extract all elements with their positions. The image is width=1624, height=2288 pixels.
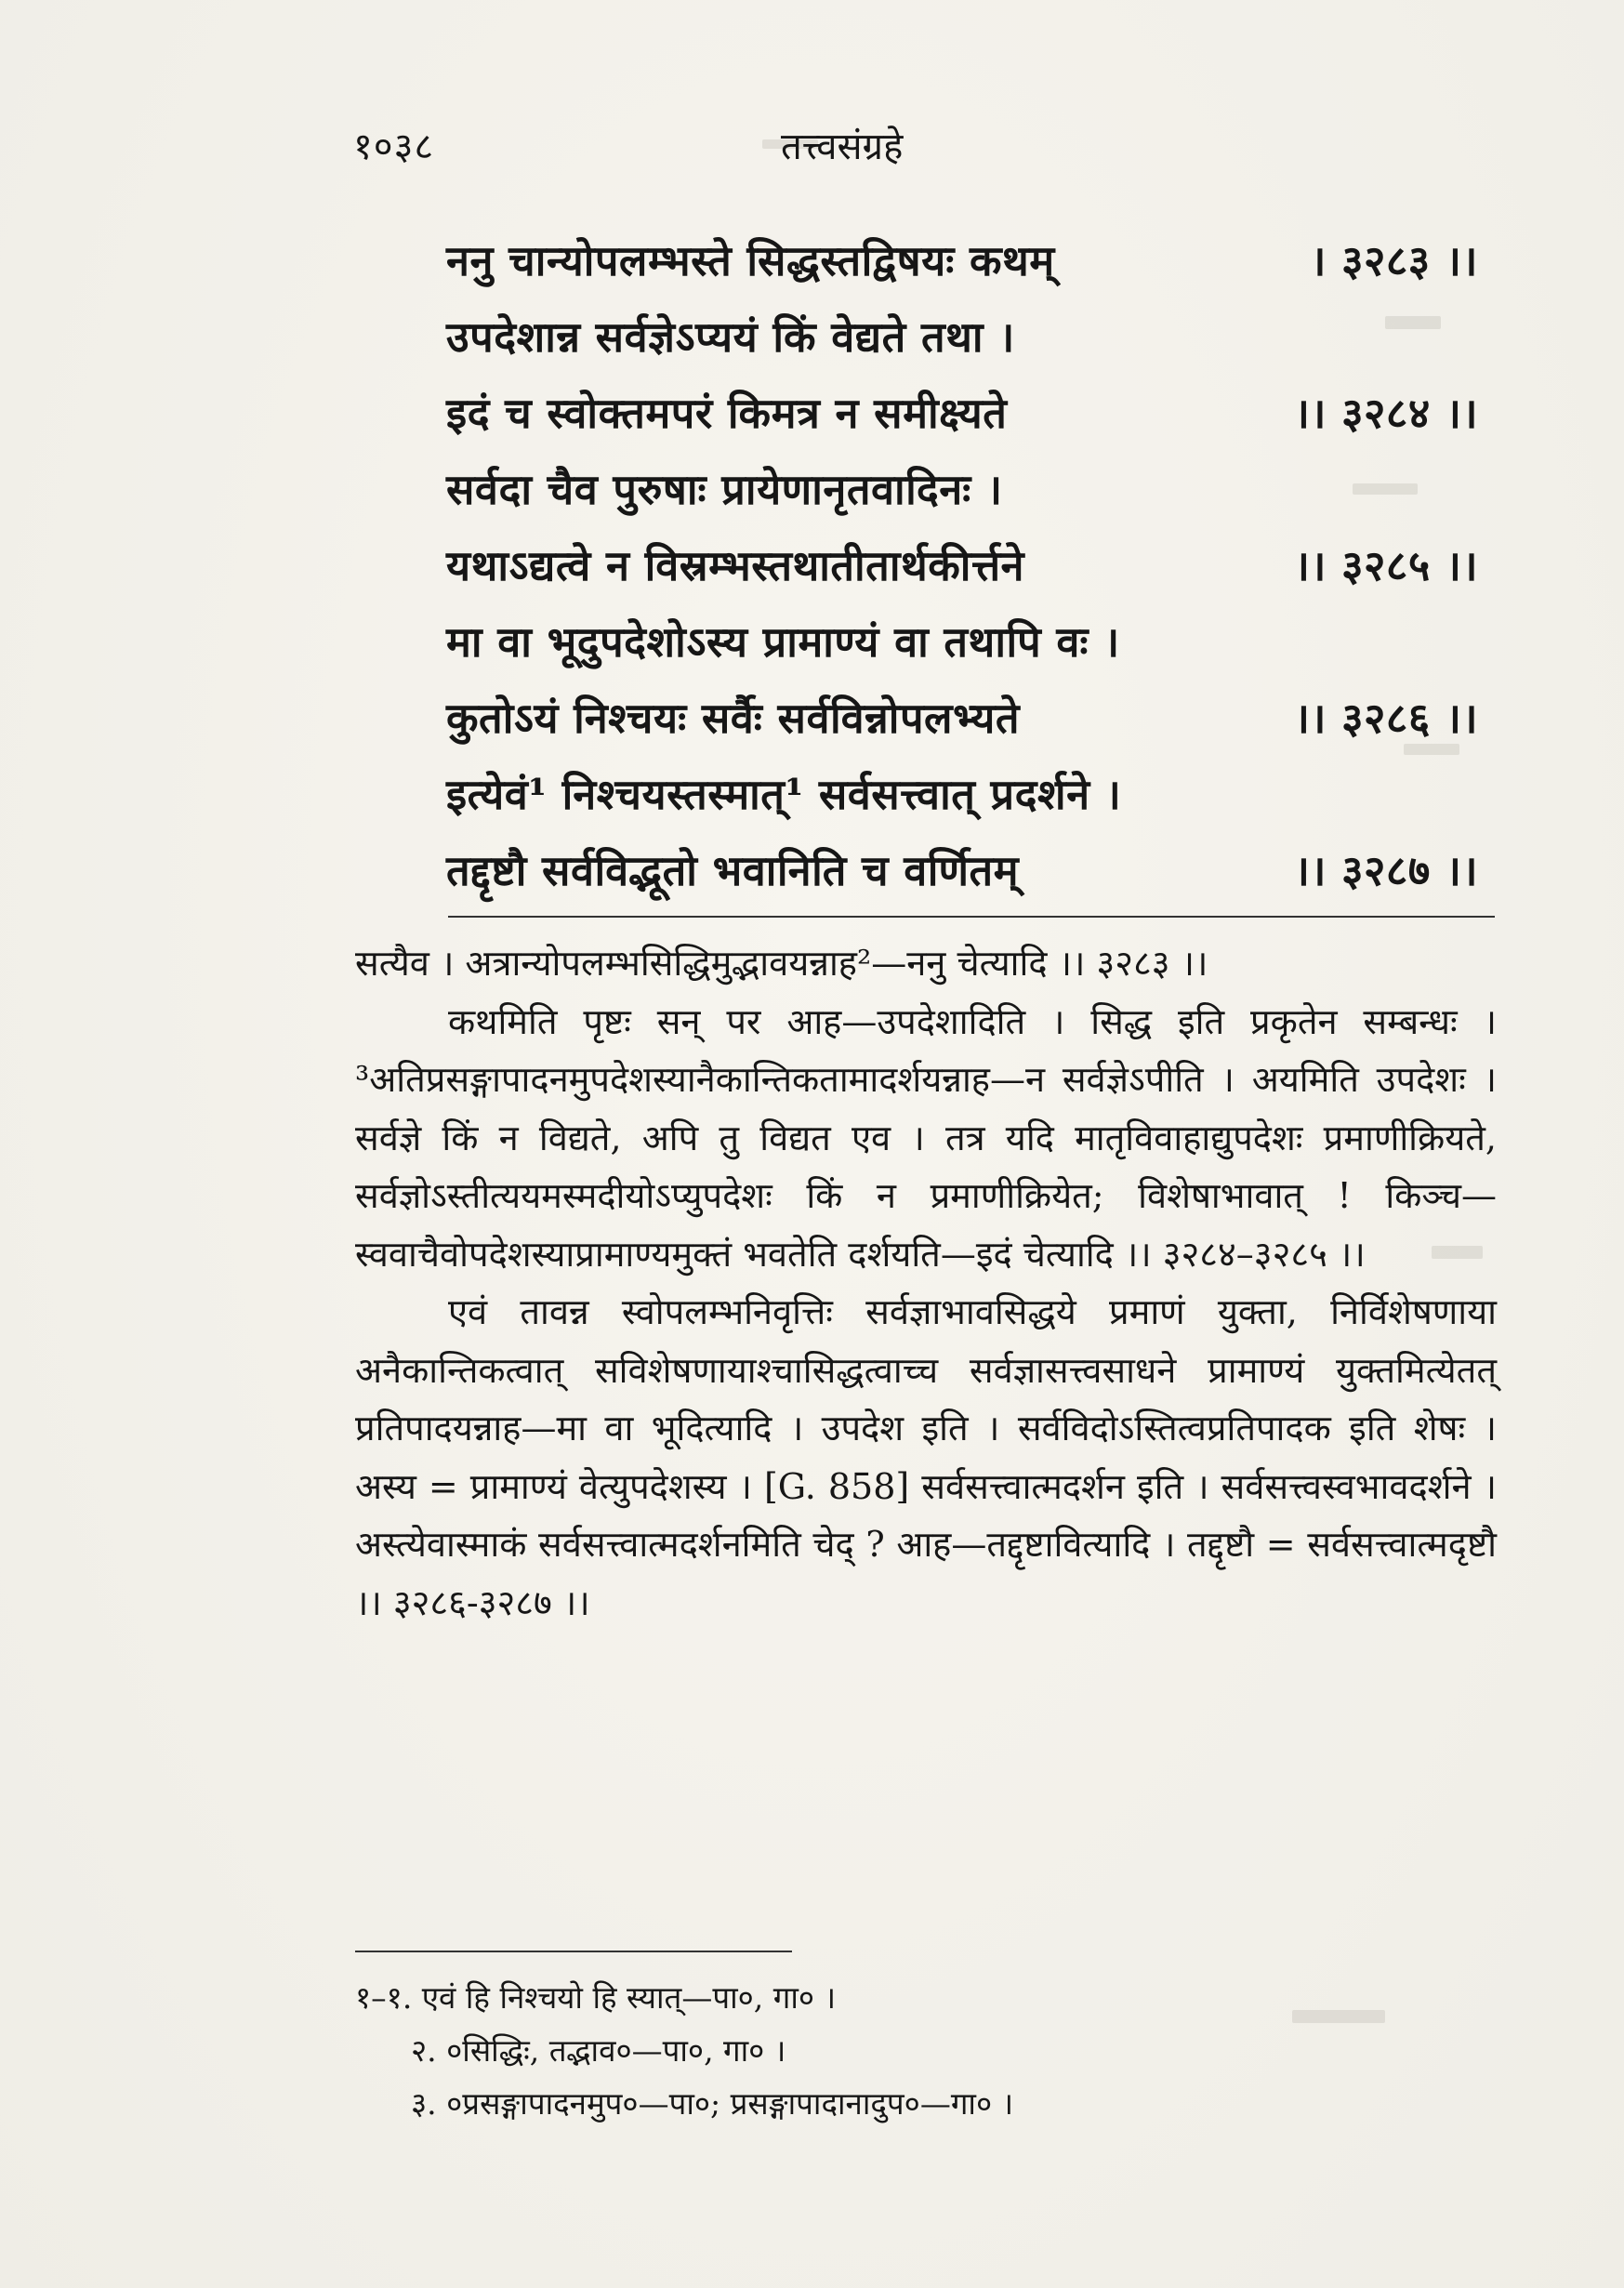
verse-number: ।। ३२८६ ।। [1293, 694, 1478, 743]
commentary-paragraph: एवं तावन्न स्वोपलम्भनिवृत्तिः सर्वज्ञाभावसिद्धये प्रमाणं युक्ता, निर्विशेषणाया अनैकान्तिकत्वात् सविशेषणायाश्चासिद्धत्वाच्च सर्वज्ञासत्त्वसाधने प्रामाण्यं युक्तमित्येतत् प्रतिपादयन्नाह—मा वा भूदित्यादि । उपदेश इति । सर्वविदोऽस्तित्वप्रतिपादक इति शेषः । अस्य = प्रामाण्यं वेत्युपदेशस्य । [G. 858] सर्वसत्त्वात्मदर्शन इति । सर्वसत्त्वस्वभावदर्शने । अस्त्येवास्माकं सर्वसत्त्वात्मदर्शनमिति चेद् ? आह—तद्दृष्टावित्यादि । तद्दृष्टौ = सर्वसत्त्वात्मदृष्टौ ।। ३२८६-३२८७ ।। [355, 1291, 1497, 1623]
commentary-paragraph: सत्यैव । अत्रान्योपलम्भसिद्धिमुद्भावयन्नाह²—ननु चेत्यादि ।। ३२८३ ।। [355, 943, 1208, 984]
verse-text: मा वा भूदुपदेशोऽस्य प्रामाण्यं वा तथापि वः । [446, 617, 1120, 667]
footnote-divider [355, 1951, 792, 1952]
verse-line [446, 223, 1478, 299]
verse-number: ।। ३२८४ ।। [1293, 389, 1478, 438]
verse-commentary-divider [448, 916, 1495, 918]
verse-text: उपदेशान्न सर्वज्ञेऽप्ययं किं वेद्यते तथा । [446, 312, 1015, 362]
verse-line [446, 833, 1478, 909]
verse-block [446, 223, 1478, 909]
page-header [353, 119, 1478, 175]
verse-line [446, 604, 1478, 681]
verse-line [446, 452, 1478, 528]
verse-text: तद्दृष्टौ सर्वविद्भूतो भवानिति च वर्णितम् [446, 846, 1020, 895]
commentary-paragraph: कथमिति पृष्टः सन् पर आह—उपदेशादिति । सिद्ध इति प्रकृतेन सम्बन्धः । ³अतिप्रसङ्गापादनमुपदेशस्यानैकान्तिकतामादर्शयन्नाह—न सर्वज्ञेऽपीति । अयमिति उपदेशः । सर्वज्ञे किं न विद्यते, अपि तु विद्यत एव । तत्र यदि मातृविवाहाद्युपदेशः प्रमाणीक्रियते, सर्वज्ञोऽस्तीत्ययमस्मदीयोऽप्युपदेशः किं न प्रमाणीक्रियेत; विशेषाभावात् ! किञ्च—स्ववाचैवोपदेशस्याप्रामाण्यमुक्तं भवतेति दर्शयति—इदं चेत्यादि ।। ३२८४–३२८५ ।। [355, 1000, 1497, 1275]
footnote: २. ०सिद्धिः, तद्भाव०—पा०, गा० । [411, 2032, 786, 2069]
verse-text: ननु चान्योपलम्भस्ते सिद्धस्तद्विषयः कथम् [446, 236, 1055, 285]
verse-line [446, 757, 1478, 833]
verse-text: सर्वदा चैव पुरुषाः प्रायेणानृतवादिनः । [446, 465, 1003, 514]
verse-number: ।। ३२८७ ।। [1293, 846, 1478, 895]
verse-line [446, 681, 1478, 757]
running-title: तत्त्वसंग्रहे [781, 126, 904, 168]
page-number: १०३८ [353, 126, 435, 168]
footnote: १–१. एवं हि निश्चयो हि स्यात्—पा०, गा० । [355, 1979, 837, 2016]
verse-line [446, 376, 1478, 452]
commentary-block [355, 934, 1497, 1632]
verse-text: इत्येवं¹ निश्चयस्तस्मात्¹ सर्वसत्त्वात् प्रदर्शने । [446, 770, 1122, 819]
verse-number: । ३२८३ ।। [1310, 236, 1478, 285]
verse-text: यथाऽद्यत्वे न विस्रम्भस्तथातीतार्थकीर्त्तने [446, 541, 1025, 590]
verse-line [446, 528, 1478, 604]
footnote: ३. ०प्रसङ्गापादनमुप०—पा०; प्रसङ्गापादानादुप०—गा० । [411, 2085, 1014, 2122]
footnotes [355, 1971, 1378, 2130]
verse-number: ।। ३२८५ ।। [1293, 541, 1478, 590]
verse-text: कुतोऽयं निश्चयः सर्वैः सर्वविन्नोपलभ्यते [446, 694, 1020, 743]
verse-line [446, 299, 1478, 376]
verse-text: इदं च स्वोक्तमपरं किमत्र न समीक्ष्यते [446, 389, 1008, 438]
